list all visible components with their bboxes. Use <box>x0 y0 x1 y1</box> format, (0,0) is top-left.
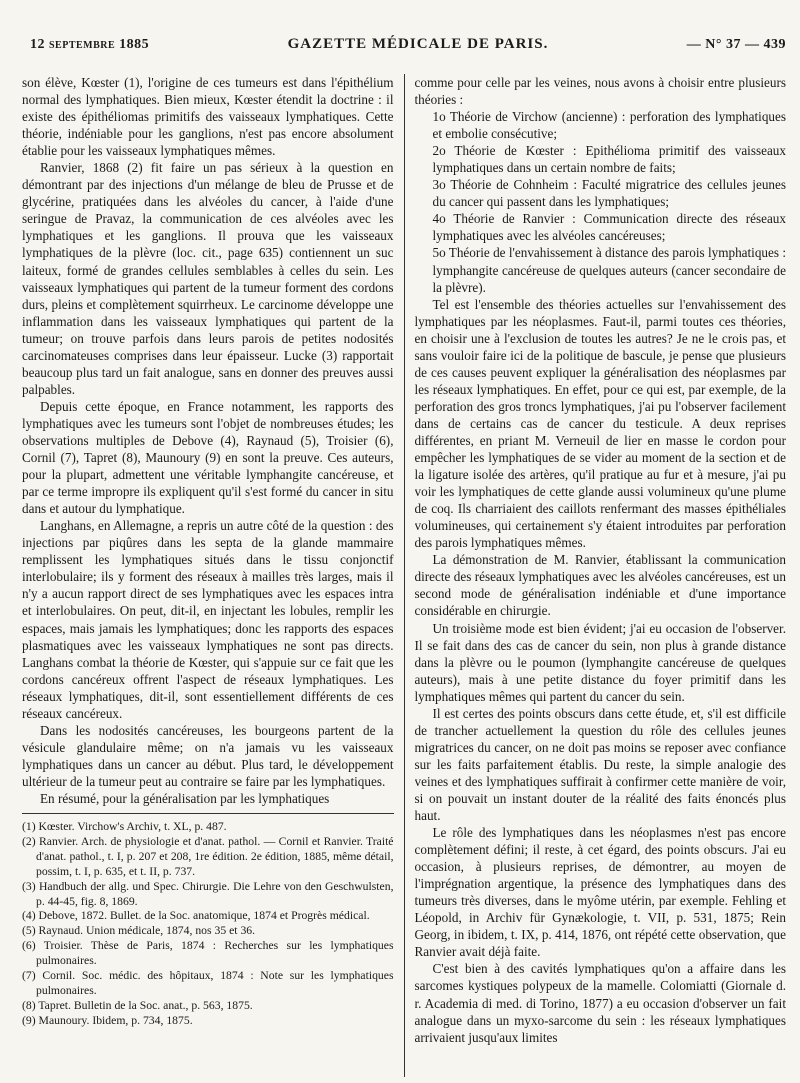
theory-2: 2o Théorie de Kœster : Epithélioma primitif des vaisseaux lymphatiques dans un certain nombre de faits; <box>432 143 786 176</box>
right-column <box>415 74 787 1077</box>
header-number: — N° 37 — 439 <box>686 37 786 52</box>
footnote: (1) Kœster. Virchow's Archiv, t. XL, p. 487. <box>22 820 227 834</box>
left-paragraph-3: Depuis cette époque, en France notamment, les rapports des lymphatiques avec les tumeurs sont l'objet de nombreuses études; les observations multiples de Debove (4), Raynaud (5), Troisier (6), Cornil (7), Tapret (8), Maunoury (9) en sont la preuve. Ces auteurs, pour la plupart, admettent une véritable lymphangite cancéreuse, et par ce terme impropre ils expliquent qu'il s'est formé du cancer in situ dans et autour du lymphatique. <box>22 398 394 517</box>
page-header <box>30 36 786 58</box>
footnote: (7) Cornil. Soc. médic. des hôpitaux, 1874 : Note sur les lymphatiques pulmonaires. <box>22 969 394 997</box>
footnotes <box>22 820 394 1029</box>
footnote-rule <box>22 813 394 814</box>
left-paragraph-1: son élève, Kœster (1), l'origine de ces tumeurs est dans l'épithélium normal des lymphatiques. Bien mieux, Kœster étendit la doctrine : il existe des épithéliomas primitifs des vaisseaux lymphatiques. Cette théorie, indéniable pour les ganglions, n'est pas encore absolument établie pour les vaisseaux lymphatiques mêmes. <box>22 75 394 159</box>
right-intro: comme pour celle par les veines, nous avons à choisir entre plusieurs théories : <box>414 75 786 108</box>
right-paragraph-2: La démonstration de M. Ranvier, établissant la communication directe des réseaux lymphatiques avec les alvéoles cancéreuses, est un second mode de généralisation indéniable et d'une importance considérable en chirurgie. <box>414 552 786 619</box>
column-divider <box>404 74 405 1077</box>
footnote: (4) Debove, 1872. Bullet. de la Soc. anatomique, 1874 et Progrès médical. <box>22 909 370 923</box>
footnote: (5) Raynaud. Union médicale, 1874, nos 35 et 36. <box>22 924 256 938</box>
header-date: 12 septembre 1885 <box>30 37 150 52</box>
left-paragraph-5: Dans les nodosités cancéreuses, les bourgeons partent de la vésicule glandulaire même; on n'a jamais vu les vaisseaux lymphatiques dans un cancer au début. Plus tard, le développement ultérieur de la tumeur peut au contraire se faire par les lymphatiques. <box>22 722 394 789</box>
footnote: (3) Handbuch der allg. und Spec. Chirurgie. Die Lehre von den Geschwulsten, p. 44-45, fig. 8, 1869. <box>22 879 394 908</box>
right-paragraph-5: Le rôle des lymphatiques dans les néoplasmes n'est pas encore complètement défini; il reste, à cet égard, des points obscurs. J'ai eu occasion, à plusieurs reprises, de démontrer, au moyen de l'imprégnation argentique, la présence des lymphatiques dans des tumeurs très diverses, dans le myôme utérin, par exemple. Fehling et Léopold, in Archiv für Gynækologie, t. VII, p. 531, 1875; Rein Georg, in ibidem, t. IX, p. 414, 1876, ont répété cette observation, que Ranvier avait déjà faite. <box>414 825 786 960</box>
left-paragraph-6: En résumé, pour la généralisation par les lymphatiques <box>40 790 330 806</box>
text-columns <box>22 74 786 1077</box>
footnote: (8) Tapret. Bulletin de la Soc. anat., p. 563, 1875. <box>22 998 253 1012</box>
left-paragraph-4: Langhans, en Allemagne, a repris un autre côté de la question : des injections par piqûres dans les septa de la glande mammaire remplissent les lymphatiques situés dans le tissu conjonctif interlobulaire; ils y forment des réseaux à mailles très larges, mais il n'y a aucun rapport direct de ses lymphatiques avec les espaces intra et interlobulaires. On peut, dit-il, en injectant les lobules, remplir les espaces, mais jamais les lymphatiques; donc les rapports des espaces plasmatiques avec les vaisseaux lymphatiques ne sont pas directs. Langhans combat la théorie de Kœster, qui s'appuie sur ce fait que les cordons cancéreux offrent l'aspect de réseaux lymphatiques. Les réseaux lymphatiques, dit-il, sont essentiellement différents de ces réseaux cancéreux. <box>22 518 394 721</box>
right-paragraph-4: Il est certes des points obscurs dans cette étude, et, s'il est difficile de trancher actuellement la question du rôle des cellules jeunes migratrices du cancer, on ne doit pas moins se reposer avec confiance sur les faits parfaitement établis. Du reste, la simple analogie des veines et des lymphatiques suffirait à confirmer cette manière de voir, si on pouvait un instant douter de la réalité des faits énoncés plus haut. <box>414 705 786 824</box>
theory-4: 4o Théorie de Ranvier : Communication directe des réseaux lymphatiques avec les alvéoles cancéreuses; <box>432 211 786 244</box>
left-column <box>22 74 394 1077</box>
right-paragraph-1: Tel est l'ensemble des théories actuelles sur l'envahissement des lymphatiques par les néoplasmes. Faut-il, parmi toutes ces théories, en choisir une à l'exclusion de toutes les autres? Je ne le crois pas, et sans vouloir faire ici de la politique de bascule, je pense que plusieurs de ces causes peuvent expliquer la généralisation des néoplasmes par les réseaux lymphatiques. En effet, pour ce qui est, par exemple, de la perforation des gros troncs lymphatiques, j'ai pu l'observer facilement dans de certains cas de cancer du testicule. A deux reprises différentes, en priant M. Verneuil de lier en masse le cordon pour empêcher les lymphatiques de se vider au moment de la section et de la ligature isolée des artères, qu'il pratique au fur et à mesure, j'ai pu voir les lymphatiques de cette glande aussi volumineux qu'une plume de coq. Ils charriaient des caillots renfermant des masses épithéliales volumineuses, qui certainement s'y étaient introduites par perforation des parois lymphatiques mêmes. <box>414 296 786 551</box>
header-title: GAZETTE MÉDICALE DE PARIS. <box>287 36 549 52</box>
footnote: (9) Maunoury. Ibidem, p. 734, 1875. <box>22 1013 193 1027</box>
theory-5: 5o Théorie de l'envahissement à distance des parois lymphatiques : lymphangite cancéreuse de quelques auteurs (cancer secondaire de la plèvre). <box>432 245 786 295</box>
theory-1: 1o Théorie de Virchow (ancienne) : perforation des lymphatiques et embolie consécutive; <box>432 109 786 142</box>
footnote: (2) Ranvier. Arch. de physiologie et d'anat. pathol. — Cornil et Ranvier. Traité d'anat. pathol., t. I, p. 207 et 208, 1re édition. 2e édition, 1885, même détail, possim, t. I, p. 635, et t. II, p. 737. <box>22 834 394 878</box>
right-paragraph-3: Un troisième mode est bien évident; j'ai eu occasion de l'observer. Il se fait dans des cas de cancer du sein, non plus à grande distance dans la plèvre ou le poumon (lymphangite cancéreuse de quelques auteurs), mais à une petite distance du foyer primitif dans les lymphatiques mêmes qui partent du cancer du sein. <box>414 620 786 704</box>
theory-3: 3o Théorie de Cohnheim : Faculté migratrice des cellules jeunes du cancer qui passent dans les lymphatiques; <box>432 177 786 210</box>
right-paragraph-6: C'est bien à des cavités lymphatiques qu'on a affaire dans les sarcomes kystiques polypeux de la mamelle. Colomiatti (Giornale d. r. Academia di med. di Torino, 1877) a eu occasion d'observer un fait analogue dans un myxo-sarcome du sein : les réseaux lymphatiques arrivaient jusqu'aux limites <box>414 961 786 1045</box>
left-paragraph-2: Ranvier, 1868 (2) fit faire un pas sérieux à la question en démontrant par des injections d'un mélange de bleu de Prusse et de glycérine, pratiquées dans les alvéoles du cancer, à l'aide d'une seringue de Pravaz, la communication de ces alvéoles avec les lymphatiques et les ganglions. Il prouva que les vaisseaux lymphatiques de la plèvre (loc. cit., page 635) contiennent un suc laiteux, formé de grandes cellules semblables à celles du sein. Les vaisseaux lymphatiques qui partent de la tumeur forment des cordons durs, pleins et complètement squirrheux. Le carcinome développe une inflammation dans les vaisseaux lymphatiques qui partent de la tumeur; on trouve parfois dans leurs parois de petites nodosités carcinomateuses comprises dans leur épaisseur. Lucke (3) rapportait beaucoup plus tard un fait analogue, sans en donner des preuves aussi palpables. <box>22 160 394 397</box>
footnote: (6) Troisier. Thèse de Paris, 1874 : Recherches sur les lymphatiques pulmonaires. <box>22 939 394 968</box>
